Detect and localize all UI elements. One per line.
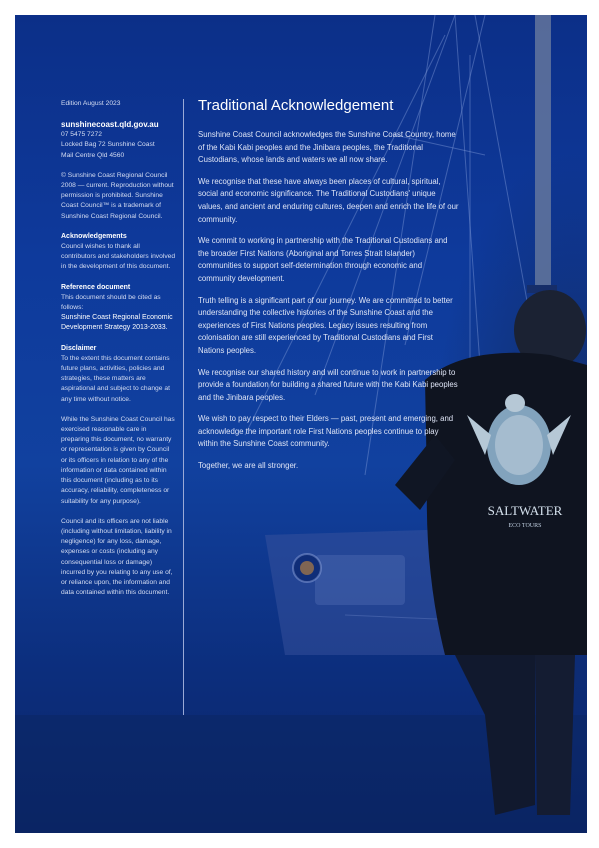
paragraph: We wish to pay respect to their Elders — past, present and emerging, and acknowledge the important role First Nations peoples continue to play within the Sunshine Coast community.: [198, 414, 454, 449]
left-column: [61, 99, 176, 608]
phone-number: 07 5475 7272: [61, 131, 102, 139]
copyright-text: © Sunshine Coast Regional Council 2008 — current. Reproduction without permission is prohibited. Sunshine Coast Council™ is a trademark of Sunshine Coast Regional Council.: [61, 171, 174, 220]
main-column: [198, 97, 460, 482]
shirt-brand-text: SALTWATER: [487, 503, 563, 518]
paragraph: Sunshine Coast Council acknowledges the Sunshine Coast Country, home of the Kabi Kabi peoples and the Jinibara peoples, the Traditional Custodians, whose lands and waters we all now share.: [198, 130, 456, 165]
address-line-2: Mail Centre Qld 4560: [61, 151, 125, 159]
acknowledgements-heading: Acknowledgements: [61, 232, 127, 240]
paragraph: We recognise that these have always been places of cultural, spiritual, social and economic significance. The Traditional Custodians' unique values, and ancient and enduring cultures, deepen and enrich the life of our community.: [198, 176, 459, 224]
edition-text: Edition August 2023: [61, 100, 121, 107]
paragraph: We commit to working in partnership with the Traditional Custodians and the broader First Nations (Aboriginal and Torres Strait Islander) communities to support self-determination through economic and community development.: [198, 236, 448, 283]
address-line-1: Locked Bag 72 Sunshine Coast: [61, 141, 155, 149]
page-title: Traditional Acknowledgement: [198, 97, 394, 114]
paragraph: Together, we are all stronger.: [198, 461, 299, 471]
boat-mast: [535, 15, 551, 285]
paragraph: We recognise our shared history and will continue to work in partnership to provide a foundation for building a shared future with the Kabi Kabi peoples and the Jinibara peoples.: [198, 367, 458, 402]
paragraph: Truth telling is a significant part of our journey. We are committed to better understanding the collective histories of the Sunshine Coast and the experiences of First Nations peoples. Legacy issues resulting from colonisation are still experienced by Traditional Custodians and First Nations peoples.: [198, 295, 453, 355]
acknowledgements-text: Council wishes to thank all contributors and stakeholders involved in the development of this document.: [61, 243, 176, 271]
disclaimer-paragraph-3: Council and its officers are not liable (including without limitation, liability in negligence) for any loss, damage, expenses or costs (including any consequential loss or damage) incurred by you relating to any use of, or reliance upon, the information and data contained within this document.: [61, 517, 173, 597]
column-divider: [183, 99, 184, 715]
disclaimer-paragraph-2: While the Sunshine Coast Council has exercised reasonable care in preparing this document, no warranty or representation is given by Council or its officers in relation to any of the information or data contained within this document (including as to its accuracy, reliability, completeness or suitability for any purpose).: [61, 415, 175, 505]
disclaimer-heading: Disclaimer: [61, 344, 97, 352]
disclaimer-paragraph-1: To the extent this document contains future plans, activities, policies and strategies, these matters are aspirational and subject to change at any time without notice.: [61, 354, 170, 403]
website-link[interactable]: sunshinecoast.qld.gov.au: [61, 120, 159, 130]
page-background: [15, 15, 587, 833]
shirt-sub-text: ECO TOURS: [508, 523, 542, 529]
reference-heading: Reference document: [61, 283, 131, 291]
reference-title: Sunshine Coast Regional Economic Development Strategy 2013-2033.: [61, 314, 173, 332]
reference-text: This document should be cited as follows:: [61, 293, 161, 312]
